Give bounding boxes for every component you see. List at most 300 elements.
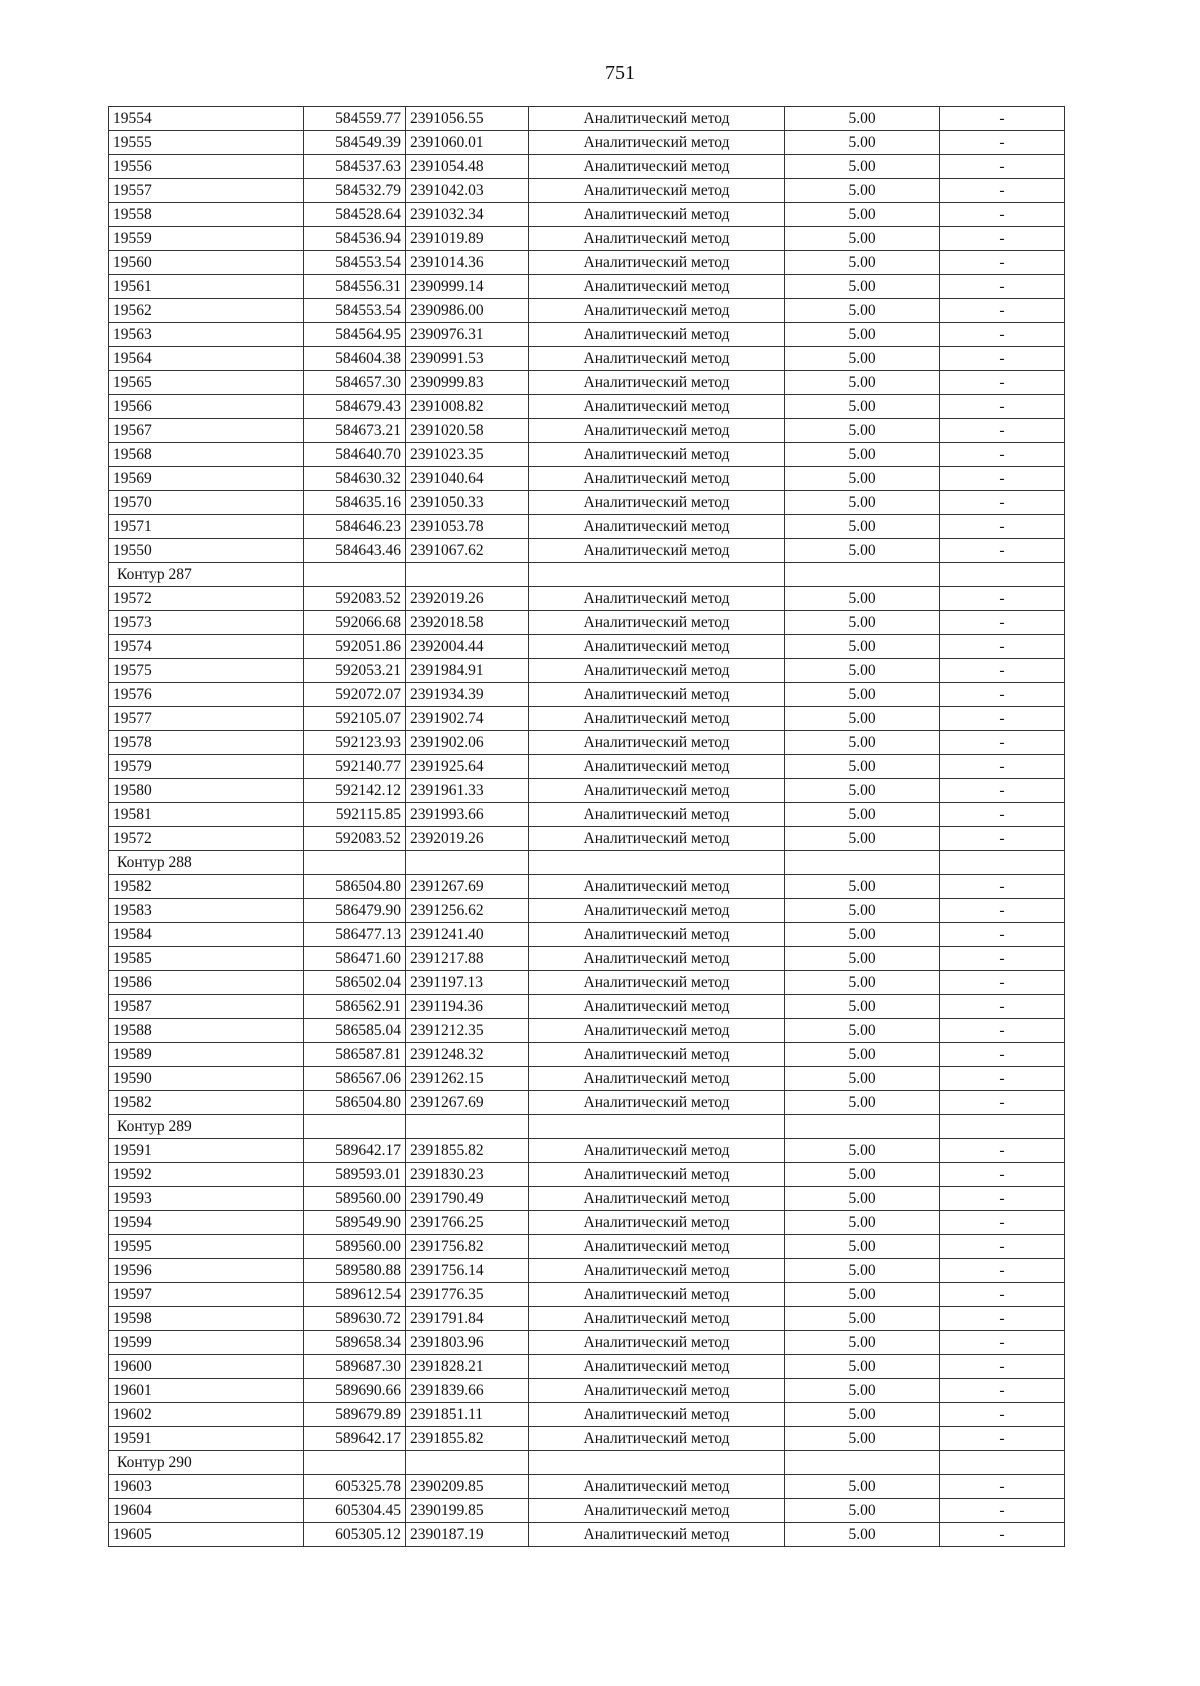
- accuracy-cell: 5.00: [785, 371, 940, 395]
- x-coordinate-cell: 589687.30: [304, 1355, 406, 1379]
- point-number-cell: 19588: [109, 1019, 304, 1043]
- cell-empty: [529, 1115, 785, 1139]
- method-cell: Аналитический метод: [529, 179, 785, 203]
- accuracy-cell: 5.00: [785, 419, 940, 443]
- table-row: [109, 683, 1065, 707]
- point-number-cell: 19560: [109, 251, 304, 275]
- description-cell: -: [940, 155, 1065, 179]
- table-row: [109, 443, 1065, 467]
- x-coordinate-cell: 586477.13: [304, 923, 406, 947]
- method-cell: Аналитический метод: [529, 803, 785, 827]
- method-cell: Аналитический метод: [529, 971, 785, 995]
- point-number-cell: 19572: [109, 587, 304, 611]
- y-coordinate-cell: 2390187.19: [406, 1523, 529, 1547]
- table-row: [109, 1163, 1065, 1187]
- accuracy-cell: 5.00: [785, 1499, 940, 1523]
- x-coordinate-cell: 586471.60: [304, 947, 406, 971]
- method-cell: Аналитический метод: [529, 1283, 785, 1307]
- point-number-cell: 19605: [109, 1523, 304, 1547]
- x-coordinate-cell: 584643.46: [304, 539, 406, 563]
- accuracy-cell: 5.00: [785, 155, 940, 179]
- x-coordinate-cell: 586562.91: [304, 995, 406, 1019]
- method-cell: Аналитический метод: [529, 467, 785, 491]
- y-coordinate-cell: 2391014.36: [406, 251, 529, 275]
- point-number-cell: 19591: [109, 1427, 304, 1451]
- y-coordinate-cell: 2391267.69: [406, 1091, 529, 1115]
- description-cell: -: [940, 1163, 1065, 1187]
- y-coordinate-cell: 2391197.13: [406, 971, 529, 995]
- accuracy-cell: 5.00: [785, 323, 940, 347]
- point-number-cell: 19600: [109, 1355, 304, 1379]
- method-cell: Аналитический метод: [529, 683, 785, 707]
- point-number-cell: 19570: [109, 491, 304, 515]
- cell-empty: [785, 1115, 940, 1139]
- contour-label: Контур 288: [109, 851, 304, 875]
- table-row: [109, 203, 1065, 227]
- x-coordinate-cell: 584640.70: [304, 443, 406, 467]
- point-number-cell: 19558: [109, 203, 304, 227]
- description-cell: -: [940, 299, 1065, 323]
- point-number-cell: 19595: [109, 1235, 304, 1259]
- description-cell: -: [940, 587, 1065, 611]
- point-number-cell: 19602: [109, 1403, 304, 1427]
- x-coordinate-cell: 584604.38: [304, 347, 406, 371]
- y-coordinate-cell: 2391019.89: [406, 227, 529, 251]
- method-cell: Аналитический метод: [529, 1403, 785, 1427]
- accuracy-cell: 5.00: [785, 947, 940, 971]
- accuracy-cell: 5.00: [785, 923, 940, 947]
- table-row: [109, 371, 1065, 395]
- point-number-cell: 19585: [109, 947, 304, 971]
- accuracy-cell: 5.00: [785, 635, 940, 659]
- point-number-cell: 19563: [109, 323, 304, 347]
- accuracy-cell: 5.00: [785, 1331, 940, 1355]
- description-cell: -: [940, 947, 1065, 971]
- accuracy-cell: 5.00: [785, 1523, 940, 1547]
- y-coordinate-cell: 2391993.66: [406, 803, 529, 827]
- accuracy-cell: 5.00: [785, 179, 940, 203]
- point-number-cell: 19556: [109, 155, 304, 179]
- method-cell: Аналитический метод: [529, 1307, 785, 1331]
- y-coordinate-cell: 2392019.26: [406, 587, 529, 611]
- method-cell: Аналитический метод: [529, 419, 785, 443]
- accuracy-cell: 5.00: [785, 107, 940, 131]
- description-cell: -: [940, 1475, 1065, 1499]
- description-cell: -: [940, 1523, 1065, 1547]
- x-coordinate-cell: 586587.81: [304, 1043, 406, 1067]
- y-coordinate-cell: 2391756.14: [406, 1259, 529, 1283]
- x-coordinate-cell: 589658.34: [304, 1331, 406, 1355]
- method-cell: Аналитический метод: [529, 1211, 785, 1235]
- table-row: [109, 1475, 1065, 1499]
- table-row: [109, 467, 1065, 491]
- point-number-cell: 19599: [109, 1331, 304, 1355]
- point-number-cell: 19589: [109, 1043, 304, 1067]
- accuracy-cell: 5.00: [785, 443, 940, 467]
- cell-empty: [304, 1115, 406, 1139]
- y-coordinate-cell: 2391023.35: [406, 443, 529, 467]
- table-row: [109, 1187, 1065, 1211]
- point-number-cell: 19597: [109, 1283, 304, 1307]
- cell-empty: [940, 1115, 1065, 1139]
- description-cell: -: [940, 227, 1065, 251]
- x-coordinate-cell: 589679.89: [304, 1403, 406, 1427]
- x-coordinate-cell: 592053.21: [304, 659, 406, 683]
- description-cell: -: [940, 1403, 1065, 1427]
- method-cell: Аналитический метод: [529, 1067, 785, 1091]
- description-cell: -: [940, 971, 1065, 995]
- x-coordinate-cell: 605305.12: [304, 1523, 406, 1547]
- y-coordinate-cell: 2391054.48: [406, 155, 529, 179]
- y-coordinate-cell: 2391241.40: [406, 923, 529, 947]
- table-row: [109, 803, 1065, 827]
- y-coordinate-cell: 2391934.39: [406, 683, 529, 707]
- description-cell: -: [940, 707, 1065, 731]
- coordinates-table-body: [109, 107, 1065, 1547]
- table-row: [109, 827, 1065, 851]
- y-coordinate-cell: 2391020.58: [406, 419, 529, 443]
- point-number-cell: 19581: [109, 803, 304, 827]
- point-number-cell: 19587: [109, 995, 304, 1019]
- accuracy-cell: 5.00: [785, 827, 940, 851]
- point-number-cell: 19572: [109, 827, 304, 851]
- description-cell: -: [940, 539, 1065, 563]
- method-cell: Аналитический метод: [529, 755, 785, 779]
- point-number-cell: 19582: [109, 1091, 304, 1115]
- y-coordinate-cell: 2391267.69: [406, 875, 529, 899]
- x-coordinate-cell: 584536.94: [304, 227, 406, 251]
- description-cell: -: [940, 419, 1065, 443]
- y-coordinate-cell: 2391803.96: [406, 1331, 529, 1355]
- table-row: [109, 923, 1065, 947]
- method-cell: Аналитический метод: [529, 731, 785, 755]
- point-number-cell: 19557: [109, 179, 304, 203]
- description-cell: -: [940, 875, 1065, 899]
- x-coordinate-cell: 584635.16: [304, 491, 406, 515]
- description-cell: -: [940, 755, 1065, 779]
- point-number-cell: 19573: [109, 611, 304, 635]
- y-coordinate-cell: 2392019.26: [406, 827, 529, 851]
- accuracy-cell: 5.00: [785, 491, 940, 515]
- x-coordinate-cell: 589580.88: [304, 1259, 406, 1283]
- table-row: [109, 251, 1065, 275]
- contour-label: Контур 290: [109, 1451, 304, 1475]
- y-coordinate-cell: 2390999.14: [406, 275, 529, 299]
- x-coordinate-cell: 584556.31: [304, 275, 406, 299]
- cell-empty: [529, 851, 785, 875]
- accuracy-cell: 5.00: [785, 1091, 940, 1115]
- cell-empty: [304, 563, 406, 587]
- cell-empty: [304, 1451, 406, 1475]
- table-row: [109, 1067, 1065, 1091]
- accuracy-cell: 5.00: [785, 1043, 940, 1067]
- table-row: [109, 587, 1065, 611]
- y-coordinate-cell: 2391902.06: [406, 731, 529, 755]
- description-cell: -: [940, 251, 1065, 275]
- accuracy-cell: 5.00: [785, 1019, 940, 1043]
- method-cell: Аналитический метод: [529, 1427, 785, 1451]
- x-coordinate-cell: 592083.52: [304, 827, 406, 851]
- y-coordinate-cell: 2391855.82: [406, 1139, 529, 1163]
- cell-empty: [940, 851, 1065, 875]
- y-coordinate-cell: 2390986.00: [406, 299, 529, 323]
- cell-empty: [940, 563, 1065, 587]
- x-coordinate-cell: 592142.12: [304, 779, 406, 803]
- accuracy-cell: 5.00: [785, 1403, 940, 1427]
- description-cell: -: [940, 1235, 1065, 1259]
- accuracy-cell: 5.00: [785, 995, 940, 1019]
- method-cell: Аналитический метод: [529, 1043, 785, 1067]
- y-coordinate-cell: 2391925.64: [406, 755, 529, 779]
- accuracy-cell: 5.00: [785, 971, 940, 995]
- accuracy-cell: 5.00: [785, 203, 940, 227]
- table-row: [109, 179, 1065, 203]
- method-cell: Аналитический метод: [529, 1499, 785, 1523]
- point-number-cell: 19592: [109, 1163, 304, 1187]
- cell-empty: [406, 1451, 529, 1475]
- point-number-cell: 19580: [109, 779, 304, 803]
- y-coordinate-cell: 2391050.33: [406, 491, 529, 515]
- point-number-cell: 19579: [109, 755, 304, 779]
- accuracy-cell: 5.00: [785, 1211, 940, 1235]
- method-cell: Аналитический метод: [529, 875, 785, 899]
- description-cell: -: [940, 491, 1065, 515]
- table-row: [109, 227, 1065, 251]
- method-cell: Аналитический метод: [529, 779, 785, 803]
- accuracy-cell: 5.00: [785, 227, 940, 251]
- point-number-cell: 19586: [109, 971, 304, 995]
- point-number-cell: 19555: [109, 131, 304, 155]
- point-number-cell: 19566: [109, 395, 304, 419]
- accuracy-cell: 5.00: [785, 587, 940, 611]
- method-cell: Аналитический метод: [529, 611, 785, 635]
- x-coordinate-cell: 584537.63: [304, 155, 406, 179]
- description-cell: -: [940, 443, 1065, 467]
- table-row: [109, 611, 1065, 635]
- table-row: [109, 659, 1065, 683]
- x-coordinate-cell: 586479.90: [304, 899, 406, 923]
- point-number-cell: 19554: [109, 107, 304, 131]
- accuracy-cell: 5.00: [785, 395, 940, 419]
- page-number: 751: [605, 62, 635, 84]
- method-cell: Аналитический метод: [529, 323, 785, 347]
- point-number-cell: 19593: [109, 1187, 304, 1211]
- accuracy-cell: 5.00: [785, 1187, 940, 1211]
- table-row: [109, 1283, 1065, 1307]
- contour-header-row: [109, 1451, 1065, 1475]
- method-cell: Аналитический метод: [529, 1379, 785, 1403]
- table-row: [109, 1139, 1065, 1163]
- method-cell: Аналитический метод: [529, 539, 785, 563]
- table-row: [109, 1355, 1065, 1379]
- x-coordinate-cell: 589630.72: [304, 1307, 406, 1331]
- accuracy-cell: 5.00: [785, 659, 940, 683]
- accuracy-cell: 5.00: [785, 515, 940, 539]
- accuracy-cell: 5.00: [785, 467, 940, 491]
- description-cell: -: [940, 779, 1065, 803]
- y-coordinate-cell: 2390199.85: [406, 1499, 529, 1523]
- method-cell: Аналитический метод: [529, 275, 785, 299]
- method-cell: Аналитический метод: [529, 1331, 785, 1355]
- x-coordinate-cell: 592123.93: [304, 731, 406, 755]
- x-coordinate-cell: 592051.86: [304, 635, 406, 659]
- x-coordinate-cell: 592066.68: [304, 611, 406, 635]
- method-cell: Аналитический метод: [529, 1475, 785, 1499]
- description-cell: -: [940, 1211, 1065, 1235]
- description-cell: -: [940, 323, 1065, 347]
- y-coordinate-cell: 2391256.62: [406, 899, 529, 923]
- description-cell: -: [940, 995, 1065, 1019]
- cell-empty: [529, 1451, 785, 1475]
- x-coordinate-cell: 584549.39: [304, 131, 406, 155]
- method-cell: Аналитический метод: [529, 443, 785, 467]
- y-coordinate-cell: 2391828.21: [406, 1355, 529, 1379]
- table-row: [109, 707, 1065, 731]
- accuracy-cell: 5.00: [785, 875, 940, 899]
- point-number-cell: 19596: [109, 1259, 304, 1283]
- point-number-cell: 19568: [109, 443, 304, 467]
- x-coordinate-cell: 589593.01: [304, 1163, 406, 1187]
- point-number-cell: 19550: [109, 539, 304, 563]
- method-cell: Аналитический метод: [529, 203, 785, 227]
- accuracy-cell: 5.00: [785, 251, 940, 275]
- method-cell: Аналитический метод: [529, 899, 785, 923]
- accuracy-cell: 5.00: [785, 1067, 940, 1091]
- x-coordinate-cell: 584657.30: [304, 371, 406, 395]
- y-coordinate-cell: 2392018.58: [406, 611, 529, 635]
- x-coordinate-cell: 605304.45: [304, 1499, 406, 1523]
- point-number-cell: 19598: [109, 1307, 304, 1331]
- x-coordinate-cell: 592072.07: [304, 683, 406, 707]
- description-cell: -: [940, 1499, 1065, 1523]
- point-number-cell: 19578: [109, 731, 304, 755]
- x-coordinate-cell: 589560.00: [304, 1187, 406, 1211]
- point-number-cell: 19574: [109, 635, 304, 659]
- y-coordinate-cell: 2391902.74: [406, 707, 529, 731]
- table-row: [109, 779, 1065, 803]
- table-row: [109, 1043, 1065, 1067]
- y-coordinate-cell: 2391791.84: [406, 1307, 529, 1331]
- x-coordinate-cell: 605325.78: [304, 1475, 406, 1499]
- method-cell: Аналитический метод: [529, 1259, 785, 1283]
- table-row: [109, 1523, 1065, 1547]
- description-cell: -: [940, 1067, 1065, 1091]
- accuracy-cell: 5.00: [785, 1355, 940, 1379]
- y-coordinate-cell: 2391040.64: [406, 467, 529, 491]
- point-number-cell: 19603: [109, 1475, 304, 1499]
- point-number-cell: 19571: [109, 515, 304, 539]
- y-coordinate-cell: 2391053.78: [406, 515, 529, 539]
- table-row: [109, 1211, 1065, 1235]
- table-row: [109, 899, 1065, 923]
- point-number-cell: 19565: [109, 371, 304, 395]
- method-cell: Аналитический метод: [529, 635, 785, 659]
- table-row: [109, 731, 1065, 755]
- table-row: [109, 1235, 1065, 1259]
- table-row: [109, 323, 1065, 347]
- method-cell: Аналитический метод: [529, 227, 785, 251]
- x-coordinate-cell: 584528.64: [304, 203, 406, 227]
- accuracy-cell: 5.00: [785, 347, 940, 371]
- accuracy-cell: 5.00: [785, 275, 940, 299]
- point-number-cell: 19564: [109, 347, 304, 371]
- table-row: [109, 419, 1065, 443]
- x-coordinate-cell: 589642.17: [304, 1427, 406, 1451]
- point-number-cell: 19562: [109, 299, 304, 323]
- contour-label: Контур 289: [109, 1115, 304, 1139]
- x-coordinate-cell: 589642.17: [304, 1139, 406, 1163]
- accuracy-cell: 5.00: [785, 1235, 940, 1259]
- point-number-cell: 19575: [109, 659, 304, 683]
- accuracy-cell: 5.00: [785, 779, 940, 803]
- table-row: [109, 395, 1065, 419]
- point-number-cell: 19583: [109, 899, 304, 923]
- y-coordinate-cell: 2391042.03: [406, 179, 529, 203]
- y-coordinate-cell: 2391248.32: [406, 1043, 529, 1067]
- table-row: [109, 1499, 1065, 1523]
- description-cell: -: [940, 1259, 1065, 1283]
- table-row: [109, 515, 1065, 539]
- description-cell: -: [940, 107, 1065, 131]
- x-coordinate-cell: 586504.80: [304, 875, 406, 899]
- y-coordinate-cell: 2391756.82: [406, 1235, 529, 1259]
- y-coordinate-cell: 2391855.82: [406, 1427, 529, 1451]
- y-coordinate-cell: 2391961.33: [406, 779, 529, 803]
- x-coordinate-cell: 592140.77: [304, 755, 406, 779]
- y-coordinate-cell: 2391262.15: [406, 1067, 529, 1091]
- table-row: [109, 1331, 1065, 1355]
- description-cell: -: [940, 1019, 1065, 1043]
- contour-header-row: [109, 1115, 1065, 1139]
- accuracy-cell: 5.00: [785, 1163, 940, 1187]
- method-cell: Аналитический метод: [529, 515, 785, 539]
- method-cell: Аналитический метод: [529, 155, 785, 179]
- contour-header-row: [109, 563, 1065, 587]
- method-cell: Аналитический метод: [529, 947, 785, 971]
- x-coordinate-cell: 584630.32: [304, 467, 406, 491]
- x-coordinate-cell: 592105.07: [304, 707, 406, 731]
- description-cell: -: [940, 515, 1065, 539]
- table-row: [109, 995, 1065, 1019]
- accuracy-cell: 5.00: [785, 731, 940, 755]
- x-coordinate-cell: 592115.85: [304, 803, 406, 827]
- y-coordinate-cell: 2391060.01: [406, 131, 529, 155]
- contour-header-row: [109, 851, 1065, 875]
- cell-empty: [406, 851, 529, 875]
- x-coordinate-cell: 589690.66: [304, 1379, 406, 1403]
- description-cell: -: [940, 803, 1065, 827]
- y-coordinate-cell: 2391067.62: [406, 539, 529, 563]
- description-cell: -: [940, 131, 1065, 155]
- table-row: [109, 1259, 1065, 1283]
- y-coordinate-cell: 2391766.25: [406, 1211, 529, 1235]
- method-cell: Аналитический метод: [529, 107, 785, 131]
- x-coordinate-cell: 586567.06: [304, 1067, 406, 1091]
- table-row: [109, 299, 1065, 323]
- point-number-cell: 19577: [109, 707, 304, 731]
- description-cell: -: [940, 1355, 1065, 1379]
- x-coordinate-cell: 584553.54: [304, 251, 406, 275]
- description-cell: -: [940, 635, 1065, 659]
- point-number-cell: 19569: [109, 467, 304, 491]
- x-coordinate-cell: 586585.04: [304, 1019, 406, 1043]
- table-row: [109, 947, 1065, 971]
- method-cell: Аналитический метод: [529, 491, 785, 515]
- y-coordinate-cell: 2390976.31: [406, 323, 529, 347]
- accuracy-cell: 5.00: [785, 1139, 940, 1163]
- point-number-cell: 19576: [109, 683, 304, 707]
- description-cell: -: [940, 1331, 1065, 1355]
